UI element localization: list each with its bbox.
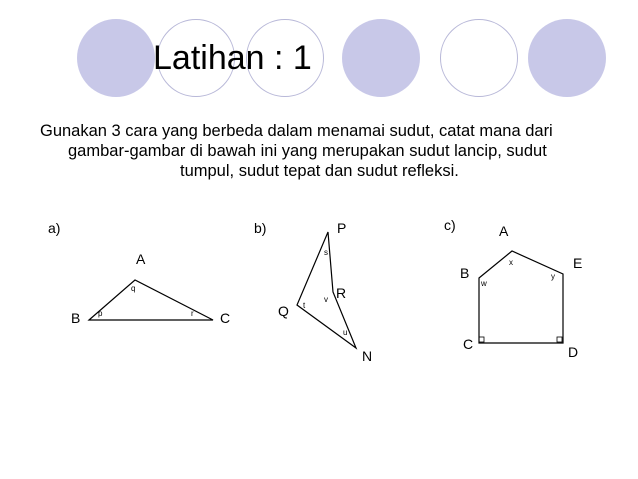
angle-r: r (191, 309, 194, 318)
vertex-q: Q (278, 303, 289, 319)
right-angle-mark-c (479, 337, 484, 342)
vertex-p: P (337, 220, 347, 236)
figure-c-label: c) (444, 217, 456, 233)
figure-a (48, 220, 230, 326)
figure-b-label: b) (254, 220, 267, 236)
vertex-r: R (336, 285, 347, 301)
angle-u: u (343, 328, 348, 337)
vertex-d-pentagon: D (568, 344, 579, 360)
angle-y: y (551, 272, 555, 281)
angle-q: q (131, 284, 136, 293)
slide-title: Latihan : 1 (153, 39, 312, 77)
angle-s: s (324, 248, 328, 257)
angle-v: v (324, 295, 328, 304)
vertex-c-pentagon: C (463, 336, 474, 352)
figure-b (254, 220, 372, 364)
vertex-c: C (220, 310, 231, 326)
vertex-a: A (136, 251, 146, 267)
vertex-b: B (71, 310, 81, 326)
pentagon-abcde (479, 251, 563, 343)
instruction-line-2: gambar-gambar di bawah ini yang merupakan sudut lancip, sudut (68, 142, 547, 160)
figure-c (444, 217, 582, 360)
vertex-e-pentagon: E (573, 255, 583, 271)
instruction-line-3: tumpul, sudut tepat dan sudut refleksi. (180, 162, 459, 180)
vertex-b-pentagon: B (460, 265, 470, 281)
right-angle-mark-d (557, 337, 562, 342)
angle-x: x (509, 258, 513, 267)
angle-p: p (98, 309, 103, 318)
triangle-abc (89, 280, 213, 320)
instruction-line-1: Gunakan 3 cara yang berbeda dalam menamai sudut, catat mana dari (40, 122, 553, 140)
angle-t: t (303, 301, 306, 310)
angle-w: w (481, 279, 487, 288)
vertex-a-pentagon: A (499, 223, 509, 239)
figure-a-label: a) (48, 220, 61, 236)
vertex-n: N (362, 348, 373, 364)
